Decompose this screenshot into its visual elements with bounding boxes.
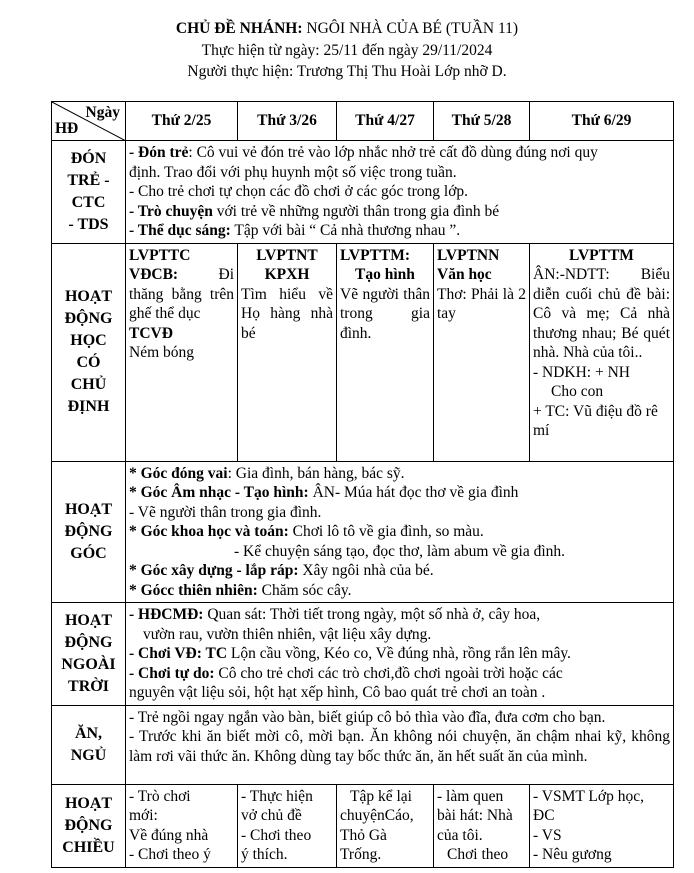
day-header: Thứ 3/26 <box>238 102 337 141</box>
hoc-mon: LVPTTC VĐCB: Đi thăng bằng trên ghế thể dục TCVĐ Ném bóng <box>126 243 238 461</box>
page-title <box>0 19 694 39</box>
day-header: Thứ 4/27 <box>337 102 434 141</box>
an-ngu-content: - Trẻ ngồi ngay ngắn vào bàn, biết giúp cô bỏ thìa vào đĩa, đưa cơm cho bạn. - Trước khi ăn biết mời cô, mời bạn. Ăn không nói chuyện, ăn chậm nhai kỹ, không làm rơi vãi thức ăn. Không dùng tay bốc thức ăn, ăn hết suất ăn của mình. <box>126 705 674 784</box>
row-don-tre <box>52 141 674 244</box>
corner-hd: HĐ <box>55 119 79 137</box>
day-header: Thứ 6/29 <box>530 102 674 141</box>
hoc-tue: LVPTNT KPXH Tìm hiểu về Họ hàng nhà bé <box>238 243 337 461</box>
row-hoc <box>52 243 674 461</box>
row-label: HOẠT ĐỘNG CHIỀU <box>52 784 126 867</box>
title-bold: CHỦ ĐỀ NHÁNH: <box>175 20 303 37</box>
corner-ngay: Ngày <box>85 104 120 121</box>
schedule-table <box>51 101 674 868</box>
day-header: Thứ 2/25 <box>126 102 238 141</box>
row-an-ngu <box>52 705 674 784</box>
day-header: Thứ 5/28 <box>434 102 530 141</box>
chieu-tue: - Thực hiện vở chủ đề - Chơi theo ý thích. <box>238 784 337 867</box>
row-chieu <box>52 784 674 867</box>
chieu-wed: Tập kể lại chuyệnCáo, Thỏ Gà Trống. <box>337 784 434 867</box>
don-tre-content: - Đón trẻ: Cô vui vẻ đón trẻ vào lớp nhắc nhở trẻ cất đồ dùng đúng nơi quy định. Trao đổi với phụ huynh một số việc trong tuần. - Cho trẻ chơi tự chọn các đồ chơi ở các góc trong lớp. - Trò chuyện với trẻ về những người thân trong gia đình bé - Thể dục sáng: Tập với bài “ Cả nhà thương nhau ”. <box>126 141 674 244</box>
corner-cell <box>52 102 126 141</box>
row-goc <box>52 461 674 603</box>
row-label: HOẠT ĐỘNG HỌC CÓ CHỦ ĐỊNH <box>52 243 126 461</box>
row-ngoai-troi <box>52 603 674 706</box>
row-label: HOẠT ĐỘNG NGOÀI TRỜI <box>52 603 126 706</box>
hoc-fri: LVPTTM ÂN:-NDTT: Biểu diễn cuối chủ đề bài: Cô và mẹ; Cả nhà thương nhau; Bé quét nhà. Nhà của tôi.. - NDKH: + NH Cho con + TC: Vũ điệu đồ rê mí <box>530 243 674 461</box>
row-label: HOẠT ĐỘNG GÓC <box>52 461 126 603</box>
chieu-thu: - làm quen bài hát: Nhà của tôi. Chơi theo <box>434 784 530 867</box>
row-label: ĐÓN TRẺ - CTC - TDS <box>52 141 126 244</box>
hoc-wed: LVPTTM: Tạo hình Vẽ người thân trong gia đình. <box>337 243 434 461</box>
chieu-mon: - Trò chơi mới: Về đúng nhà - Chơi theo ý <box>126 784 238 867</box>
ngoai-troi-content: - HĐCMĐ: Quan sát: Thời tiết trong ngày, một số nhà ở, cây hoa, vườn rau, vườn thiên nhiên, vật liệu xây dựng. - Chơi VĐ: TC Lộn cầu vồng, Kéo co, Về đúng nhà, rồng rắn lên mây. - Chơi tự do: Cô cho trẻ chơi các trò chơi,đồ chơi ngoài trời hoặc các nguyên vật liệu sỏi, hột hạt xếp hình, Cô bao quát trẻ chơi an toàn . <box>126 603 674 706</box>
days-row <box>52 102 674 141</box>
goc-content: * Góc đóng vai: Gia đình, bán hàng, bác sỹ. * Góc Âm nhạc - Tạo hình: ÂN- Múa hát đọc thơ về gia đình - Vẽ người thân trong gia đình. * Góc khoa học và toán: Chơi lô tô về gia đình, so màu. - Kể chuyện sáng tạo, đọc thơ, làm abum về gia đình. * Góc xây dựng - lắp ráp: Xây ngôi nhà của bé. * Gócc thiên nhiên: Chăm sóc cây. <box>126 461 674 603</box>
row-label: ĂN, NGỦ <box>52 705 126 784</box>
title-rest: NGÔI NHÀ CỦA BÉ (TUẦN 11) <box>302 20 519 37</box>
chieu-fri: - VSMT Lớp học, ĐC - VS - Nêu gương <box>530 784 674 867</box>
teacher-line: Người thực hiện: Trương Thị Thu Hoài Lớp nhỡ D. <box>187 63 507 80</box>
date-range: Thực hiện từ ngày: 25/11 đến ngày 29/11/2024 <box>201 42 493 59</box>
hoc-thu: LVPTNN Văn học Thơ: Phải là 2 tay <box>434 243 530 461</box>
